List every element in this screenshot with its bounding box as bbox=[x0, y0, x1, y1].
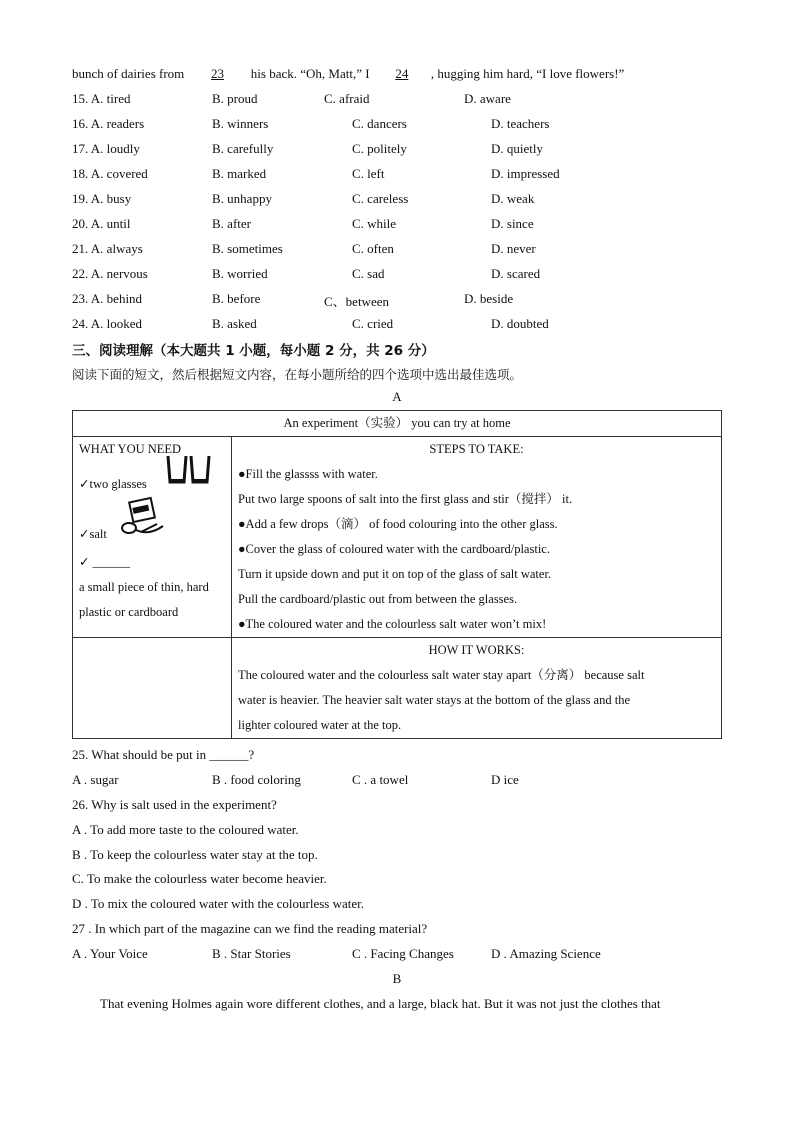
passage-text-line: bunch of dairies from 23 his back. “Oh, Matt,” I 24 , hugging him hard, “I love flowers!” bbox=[72, 66, 625, 81]
option-row-22: 22. A. nervous B. worried C. sad D. scared bbox=[72, 266, 541, 281]
question-26-option-c: C. To make the colourless water become heavier. bbox=[72, 871, 327, 886]
how-it-works-cell bbox=[232, 638, 722, 739]
step-line: Turn it upside down and put it on top of the glass of salt water. bbox=[238, 567, 552, 581]
need-item-salt: ✓salt bbox=[79, 527, 107, 541]
needs-header: WHAT YOU NEED bbox=[79, 442, 182, 456]
question-26-option-b: B . To keep the colourless water stay at the top. bbox=[72, 847, 318, 862]
how-line: lighter coloured water at the top. bbox=[238, 718, 402, 732]
option-row-21: 21. A. always B. sometimes C. often D. never bbox=[72, 241, 536, 256]
experiment-title: An experiment（实验） you can try at home bbox=[73, 411, 722, 437]
how-it-works-header: HOW IT WORKS: bbox=[428, 643, 525, 657]
step-line: ●The coloured water and the colourless salt water won’t mix! bbox=[238, 617, 547, 631]
step-line: Pull the cardboard/plastic out from between the glasses. bbox=[238, 592, 518, 606]
question-25-options: A . sugar B . food coloring C . a towel D ice bbox=[72, 772, 519, 787]
step-line: ●Add a few drops（滴） of food colouring into the other glass. bbox=[238, 517, 558, 531]
passage-b-text: That evening Holmes again wore different clothes, and a large, black hat. But it was not just the clothes that bbox=[100, 996, 661, 1011]
option-row-18: 18. A. covered B. marked C. left D. impressed bbox=[72, 166, 560, 181]
step-line: ●Cover the glass of coloured water with the cardboard/plastic. bbox=[238, 542, 550, 556]
passage-label-a: A bbox=[392, 389, 402, 404]
passage-label-b: B bbox=[392, 971, 402, 986]
question-26-option-d: D . To mix the coloured water with the colourless water. bbox=[72, 896, 364, 911]
option-row-19: 19. A. busy B. unhappy C. careless D. weak bbox=[72, 191, 535, 206]
option-row-23: 23. A. behind B. before C、between D. beside bbox=[72, 291, 514, 309]
question-25: 25. What should be put in ______? bbox=[72, 747, 255, 762]
steps-header: STEPS TO TAKE: bbox=[429, 442, 524, 456]
step-line: ●Fill the glassss with water. bbox=[238, 467, 378, 481]
option-row-24: 24. A. looked B. asked C. cried D. doubted bbox=[72, 316, 549, 331]
question-26-option-a: A . To add more taste to the coloured water. bbox=[72, 822, 299, 837]
option-row-16: 16. A. readers B. winners C. dancers D. teachers bbox=[72, 116, 550, 131]
how-line: The coloured water and the colourless salt water stay apart（分离） because salt bbox=[238, 668, 645, 682]
option-row-20: 20. A. until B. after C. while D. since bbox=[72, 216, 534, 231]
section-instruction: 阅读下面的短文，然后根据短文内容，在每小题所给的四个选项中选出最佳选项。 bbox=[72, 367, 523, 382]
experiment-table bbox=[72, 410, 722, 739]
need-item-plastic-line2: plastic or cardboard bbox=[79, 605, 179, 619]
question-27: 27 . In which part of the magazine can we find the reading material? bbox=[72, 921, 428, 936]
question-27-options: A . Your Voice B . Star Stories C . Facing Changes D . Amazing Science bbox=[72, 946, 601, 961]
salt-icon bbox=[119, 496, 169, 540]
need-item-glasses: ✓two glasses bbox=[79, 477, 147, 491]
empty-cell bbox=[73, 638, 232, 739]
glasses-icon bbox=[165, 452, 213, 486]
option-row-15: 15. A. tired B. proud C. afraid D. aware bbox=[72, 91, 511, 106]
how-line: water is heavier. The heavier salt water stays at the bottom of the glass and the bbox=[238, 693, 631, 707]
need-item-blank: ✓ ______ bbox=[79, 555, 131, 569]
steps-cell bbox=[232, 437, 722, 638]
need-item-plastic-line1: a small piece of thin, hard bbox=[79, 580, 209, 594]
blank-23: 23 bbox=[211, 66, 225, 81]
option-row-17: 17. A. loudly B. carefully C. politely D. quietly bbox=[72, 141, 543, 156]
section-heading: 三、阅读理解（本大题共 1 小题，每小题 2 分，共 26 分） bbox=[72, 343, 435, 359]
blank-24: 24 bbox=[395, 66, 409, 81]
question-26: 26. Why is salt used in the experiment? bbox=[72, 797, 277, 812]
needs-cell bbox=[73, 437, 232, 638]
step-line: Put two large spoons of salt into the first glass and stir（搅拌） it. bbox=[238, 492, 573, 506]
